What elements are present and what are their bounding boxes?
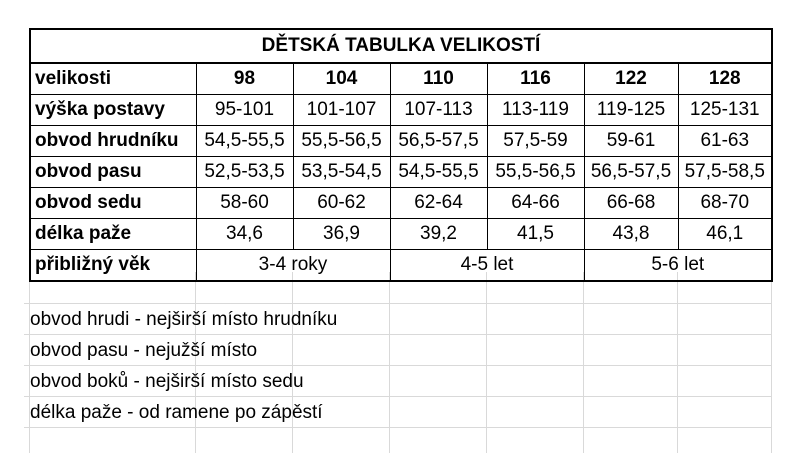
table-cell[interactable]: 57,5-58,5 bbox=[678, 157, 772, 188]
table-cell[interactable]: 101-107 bbox=[293, 95, 390, 126]
size-header[interactable]: 98 bbox=[196, 63, 293, 95]
grid-line bbox=[677, 272, 678, 453]
table-cell[interactable]: 54,5-55,5 bbox=[196, 126, 293, 157]
table-cell[interactable]: 62-64 bbox=[390, 188, 487, 219]
table-cell[interactable]: 56,5-57,5 bbox=[584, 157, 678, 188]
header-label[interactable]: velikosti bbox=[30, 63, 196, 95]
row-label[interactable]: obvod sedu bbox=[30, 188, 196, 219]
age-group-cell[interactable]: 4-5 let bbox=[390, 250, 584, 282]
size-header[interactable]: 122 bbox=[584, 63, 678, 95]
table-cell[interactable]: 46,1 bbox=[678, 219, 772, 250]
size-header[interactable]: 128 bbox=[678, 63, 772, 95]
note-item[interactable]: obvod boků - nejširší místo sedu bbox=[30, 371, 304, 392]
table-row bbox=[30, 126, 772, 157]
age-row bbox=[30, 250, 772, 282]
table-cell[interactable]: 113-119 bbox=[487, 95, 584, 126]
table-cell[interactable]: 39,2 bbox=[390, 219, 487, 250]
row-label[interactable]: přibližný věk bbox=[30, 250, 196, 282]
table-row bbox=[30, 188, 772, 219]
table-cell[interactable]: 68-70 bbox=[678, 188, 772, 219]
table-cell[interactable]: 59-61 bbox=[584, 126, 678, 157]
table-title[interactable]: DĚTSKÁ TABULKA VELIKOSTÍ bbox=[30, 29, 772, 63]
table-cell[interactable]: 53,5-54,5 bbox=[293, 157, 390, 188]
notes-list bbox=[30, 304, 337, 428]
table-row bbox=[30, 157, 772, 188]
title-row bbox=[30, 29, 772, 63]
table-cell[interactable]: 55,5-56,5 bbox=[487, 157, 584, 188]
table-cell[interactable]: 41,5 bbox=[487, 219, 584, 250]
table-cell[interactable]: 56,5-57,5 bbox=[390, 126, 487, 157]
grid-line bbox=[486, 272, 487, 453]
header-row bbox=[30, 63, 772, 95]
table-cell[interactable]: 66-68 bbox=[584, 188, 678, 219]
table-cell[interactable]: 54,5-55,5 bbox=[390, 157, 487, 188]
grid-line bbox=[771, 272, 772, 453]
table-row bbox=[30, 95, 772, 126]
table-cell[interactable]: 36,9 bbox=[293, 219, 390, 250]
table-row bbox=[30, 219, 772, 250]
table-cell[interactable]: 60-62 bbox=[293, 188, 390, 219]
note-item[interactable]: obvod hrudi - nejširší místo hrudníku bbox=[30, 309, 338, 330]
size-header[interactable]: 116 bbox=[487, 63, 584, 95]
size-table bbox=[29, 28, 773, 282]
note-item[interactable]: délka paže - od ramene po zápěstí bbox=[30, 402, 323, 423]
table-cell[interactable]: 119-125 bbox=[584, 95, 678, 126]
grid-line bbox=[583, 272, 584, 453]
table-cell[interactable]: 57,5-59 bbox=[487, 126, 584, 157]
size-header[interactable]: 110 bbox=[390, 63, 487, 95]
grid-line bbox=[389, 272, 390, 453]
age-group-cell[interactable]: 5-6 let bbox=[584, 250, 772, 282]
table-cell[interactable]: 61-63 bbox=[678, 126, 772, 157]
row-label[interactable]: výška postavy bbox=[30, 95, 196, 126]
note-item[interactable]: obvod pasu - nejužší místo bbox=[30, 340, 258, 361]
size-header[interactable]: 104 bbox=[293, 63, 390, 95]
table-cell[interactable]: 43,8 bbox=[584, 219, 678, 250]
table-cell[interactable]: 95-101 bbox=[196, 95, 293, 126]
table-cell[interactable]: 52,5-53,5 bbox=[196, 157, 293, 188]
row-label[interactable]: obvod hrudníku bbox=[30, 126, 196, 157]
age-group-cell[interactable]: 3-4 roky bbox=[196, 250, 390, 282]
table-cell[interactable]: 107-113 bbox=[390, 95, 487, 126]
table-cell[interactable]: 125-131 bbox=[678, 95, 772, 126]
table-cell[interactable]: 34,6 bbox=[196, 219, 293, 250]
table-cell[interactable]: 55,5-56,5 bbox=[293, 126, 390, 157]
row-label[interactable]: obvod pasu bbox=[30, 157, 196, 188]
table-cell[interactable]: 64-66 bbox=[487, 188, 584, 219]
row-label[interactable]: délka paže bbox=[30, 219, 196, 250]
table-cell[interactable]: 58-60 bbox=[196, 188, 293, 219]
